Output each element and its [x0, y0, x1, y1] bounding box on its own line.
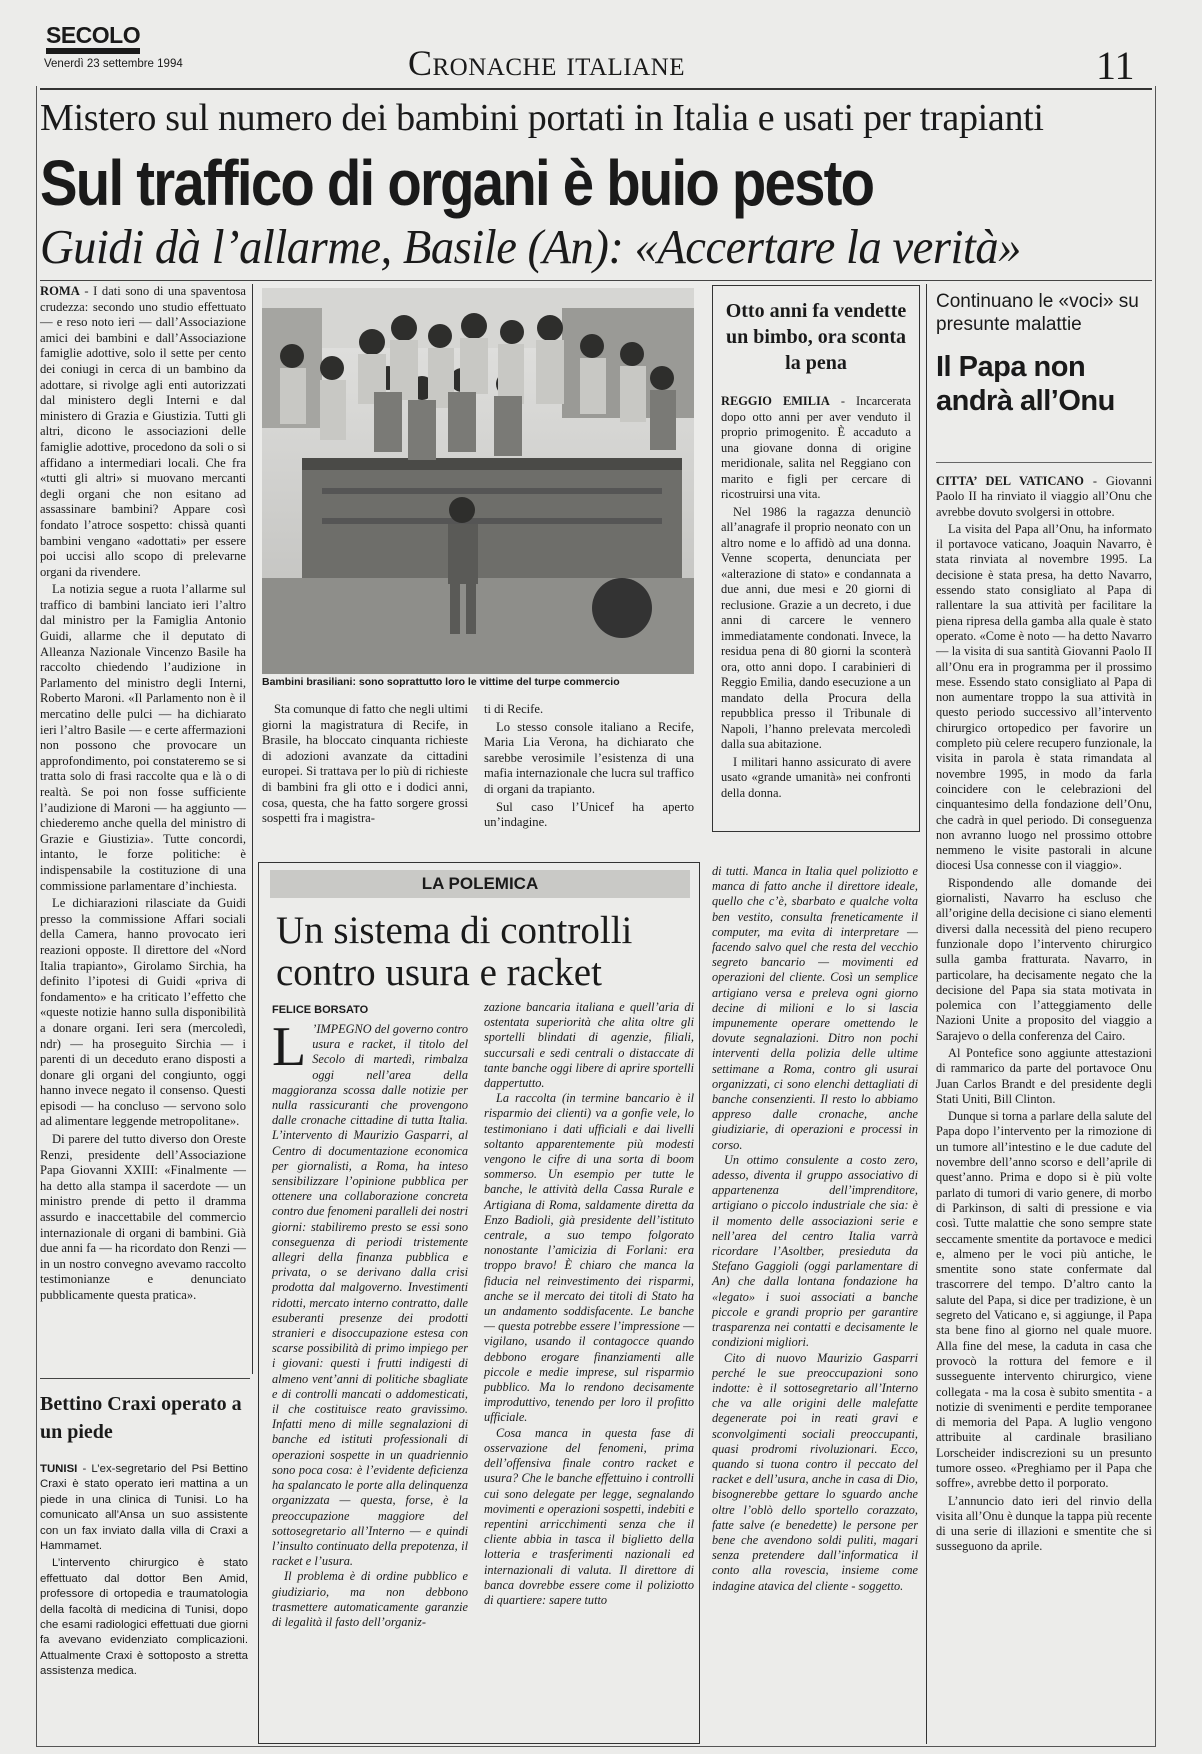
newspaper-masthead: SECOLO	[46, 22, 141, 48]
article-paragraph: zazione bancaria italiana e quell’aria di ostentata superiorità che alita oltre gli sportelli blindati di agenzie, filiali, succursali e sedi centrali o distaccate di tante banche oggi libere di aprire sportelli dappertutto.	[484, 1000, 694, 1091]
article-paragraph: La notizia segue a ruota l’allarme sul traffico di bambini lanciato ieri l’altro dal ministro per la Famiglia Antonio Guidi, allarme che il deputato di Alleanza Nazionale Vincenzo Basile ha raccolto chiedendo l’audizione in Parlamento del ministro degli Interni, Roberto Maroni. «Il Parlamento non è il mercatino delle pulci — ha dichiarato ieri l’altro Basile — e certe affermazioni non possono che provocare un approfondimento, poi constateremo se si tratta solo di frasi raccolte qua e là o di realtà. Se poi non fosse sufficiente l’audizione di Maroni — ha aggiunto — chiederemo anche quella del ministro di Grazie e Giustizia». Tutte concordi, intanto, le forze politiche: è indispensabile la costituzione di una commissione parlamentare d’inchiesta.	[40, 582, 246, 893]
dateline-city: CITTA’ DEL VATICANO	[936, 474, 1084, 488]
article-paragraph: di tutti. Manca in Italia quel poliziotto e manca di fatto anche il direttore ideale, quello che c’è, sbarbato e qualche volta ben vestito, consulta freneticamente il computer, ma evita di interpretare — facendo salvo quel che resta del vecchio segreto bancario — movimenti ed operazioni del cliente. Così un semplice artigiano versa e preleva ogni giorno decine di milioni e lo si lascia impunemente operare omettendo le dovute segnalazioni. Ditro non pochi interventi della polizia delle ultime settimane a Roma, contro gli usurai organizzati, ci sono elenchi dettagliati di banche consenzienti. Il resto lo abbiamo appreso dalle cronache, anche giudiziarie, di operazioni e processi in corso.	[712, 864, 918, 1152]
article-paragraph: - Incarcerata dopo otto anni per aver venduto il proprio primogenito. È accaduto a una giovane donna di origine meridionale, salita nel Reggiano con marito e figli per cercare di ricostruirsi una vita.	[721, 394, 911, 501]
pope-rule	[936, 462, 1152, 463]
craxi-headline: Bettino Craxi operato a un piede	[40, 1393, 242, 1443]
main-subheadline: Guidi dà l’allarme, Basile (An): «Accertare la verità»	[40, 219, 1021, 274]
section-title: Cronache italiane	[408, 43, 685, 83]
article-paragraph: I militari hanno assicurato di avere usato «grande umanità» nei confronti della donna.	[721, 754, 911, 800]
craxi-article-body	[40, 1462, 248, 1682]
polemica-column-1	[272, 1016, 468, 1630]
article-paragraph: Dunque si torna a parlare della salute del Papa dopo l’intervento per la rimozione di un tumore all’intestino e le due cadute del novembre dell’anno scorso e dell’aprile di quest’anno. Prima e dopo si è più volte parlato di tumori di vario genere, di morbo di Parkinson, di salti di pressione e via così. Tutte malattie che sono sempre state seccamente smentite da portavoce e medici e, almeno per le voci più antiche, le smentite sono state confermate dal trascorrere del tempo. D’altro canto la salute del Papa, si dice per tradizione, è un segreto del Vaticano e, si aggiunge, il Papa sta bene fino al giorno nel quale muore. Alla fine del mese, la caduta in casa che provocò la rottura del femore e il susseguente intervento chirurgico, viene collegata - ma la cosa è subito smentita - a notizie di svenimenti e perdite temporanee di memoria del Papa. A luglio vengono attribuite al cardinale brasiliano Lorscheider indiscrezioni su un presunto tumore osseo. «Preghiamo per il Papa che soffre», avrebbe detto il porporato.	[936, 1109, 1152, 1491]
article-paragraph: ti di Recife.	[484, 702, 544, 716]
article-paragraph: Rispondendo alle domande dei giornalisti, Navarro ha escluso che all’origine della decisione ci siano elementi diversi dalla necessità del pieno recupero funzionale dopo l’intervento chirurgico sulla gamba fratturata. Navarro, in particolare, ha decisamente negato che la decisione del Papa sia stata motivata in polemica con l’atteggiamento delle Nazioni Unite a proposito del viaggio a Sarajevo o della conferenza del Cairo.	[936, 875, 1152, 1043]
column-divider	[926, 284, 927, 1744]
article-paragraph: Di parere del tutto diverso don Oreste Renzi, presidente dell’Associazione Papa Giovanni XXIII: «Finalmente — ha detto alla stampa il sacerdote — un ministro prende di petto il dramma assurdo e inaccettabile del commercio internazionale di organi di bambini. Già due anni fa — ha ricordato don Renzi — in un nostro convegno avevamo raccolto testimonianze e denunciato pubblicamente questa pratica».	[40, 1132, 246, 1302]
polemica-column-3	[712, 864, 918, 1594]
mother-article-body	[721, 394, 911, 801]
main-overline: Mistero sul numero dei bambini portati in Italia e usati per trapianti	[40, 97, 1044, 139]
article-paragraph: Al Pontefice sono aggiunte attestazioni di rammarico da parte del portavoce Onu Juan Carlos Brandt e del presidente degli Stati Uniti, Bill Clinton.	[936, 1045, 1152, 1106]
pope-kicker: Continuano le «voci» su presunte malattie	[936, 291, 1139, 335]
article-paragraph: Un ottimo consulente a costo zero, adesso, diventa il gruppo associativo di appartenenza dell’imprenditore, artigiano o piccolo industriale che sia: è il momento delle associazioni serie e nell’area del centro Italia varrà ricordare l’Asoltber, presieduta da Stefano Gaggioli (oggi parlamentare di An) che dalla lontana fondazione ha «legato» i suoi associati a banche piccole e grandi proprio per garantire trasparenza nei contatti e decisamente le condizioni migliori.	[712, 1152, 918, 1350]
article-paragraph: Sul caso l’Unicef ha aperto un’indagine.	[484, 799, 694, 830]
polemica-tag: LA POLEMICA	[270, 870, 690, 898]
article-paragraph: L’annuncio dato ieri del rinvio della visita all’Onu è dunque la tappa più recente di una serie di illazioni e smentite che si susseguono da aprile.	[936, 1493, 1152, 1554]
article-paragraph: Cosa manca in questa fase di osservazione del fenomeni, prima dell’offensiva finale contro racket e usura? Che le banche effettuino i controlli cui sono delegate per legge, segnalando movimenti e operazioni sospetti, indebiti e repentini arricchimenti senza che il cliente abbia in tasca il biglietto della lotteria e trasferimenti nazionali ed internazionali di valuta. Il direttore di banca dovrebbe essere come il poliziotto di quartiere: sapere tutto	[484, 1425, 694, 1607]
dateline-city: ROMA	[40, 284, 80, 298]
article-paragraph: La visita del Papa all’Onu, ha informato il portavoce vaticano, Joaquin Navarro, è stata rinviata al novembre 1995. La decisione è stata presa, ha detto Navarro, essendo stato consigliato al Papa di rallentare la sua attività per facilitare la piena ripresa della gamba alla quale è stato operato. «Come è noto — ha detto Navarro — la visita di sua santità Giovanni Paolo II all’Onu era in programma per il prossimo mese. Essendo stato consigliato al Papa di non aumentare troppo la sua attività in questo periodo successivo all’intervento chirurgico ortopedico per favorire un completo più celere recupero funzionale, la visita in parola è stata rimandata al novembre 1995, in modo da farla coincidere con le celebrazioni del cinquantesimo della fondazione dell’Onu, che cadrà in quel periodo. Di conseguenza non avranno luogo nel prossimo ottobre nemmeno le visite pastorali in alcune diocesi Usa connesse con il viaggio».	[936, 521, 1152, 873]
pope-headline: Il Papa non andrà all’Onu	[936, 351, 1115, 417]
dateline-city: TUNISI	[40, 1463, 78, 1475]
article-paragraph: - Giovanni Paolo II ha rinviato il viaggio all’Onu che avrebbe dovuto svolgersi in ottobre.	[936, 474, 1153, 519]
children-photo	[262, 288, 694, 674]
craxi-rule	[40, 1378, 250, 1379]
drop-cap: L	[272, 1016, 307, 1078]
main-headline: Sul traffico di organi è buio pesto	[40, 147, 874, 219]
page-number: 11	[1096, 43, 1135, 88]
main-article-column-3	[484, 702, 694, 833]
column-divider	[252, 284, 253, 1374]
polemica-headline: Un sistema di controlli contro usura e racket	[276, 909, 633, 994]
headline-rule	[40, 280, 1152, 281]
mother-sidebar-box	[712, 285, 920, 832]
main-article-column-2	[262, 702, 468, 829]
photo-caption: Bambini brasiliani: sono soprattutto loro le vittime del turpe commercio	[262, 676, 620, 688]
issue-date: Venerdì 23 settembre 1994	[44, 58, 183, 70]
article-paragraph: - I dati sono di una spaventosa crudezza: secondo uno studio effettuato — e reso noto ieri — dall’Associazione amici dei bambini e dall’Associazione famiglie adottive, solo il sette per cento dei coniugi in cerca di un bambino da adottare, si rivolge agli enti autorizzati dal ministero degli Interni e dal ministero di Grazia e Giustizia. Tutti gli altri, dicono le associazioni delle famiglie adottive, procedono da soli o si affidano a intermediari locali. Che fra «tutti gli altri» si muovano mercanti degli organi che non esitano ad assassinare bambini? Appare così fondato l’atroce sospetto: chissà quanti bambini vengano «adottati» per essere poi uccisi allo scopo di prelevarne organi da rivendere.	[40, 284, 246, 579]
article-paragraph: Cito di nuovo Maurizio Gasparri perché le sue preoccupazioni sono indotte: è il sottosegretario all’Interno che va alle origini delle malefatte degenerate poi in reati gravi e sconvolgimenti sociali preoccupanti, quasi prodromi rivoluzionari. Ecco, quando si tuona contro il peccato del racket e dell’usura, anche in casa di Dio, bisognerebbe gettare lo sguardo anche oltre l’oblò dello sportello corazzato, fatte salve (e benedette) le persone per bene che avendono soldi puliti, magari senza pretendere dall’informatica il conto alla rovescia, insieme come indagine atavica del cliente - soggetto.	[712, 1350, 918, 1593]
pope-article-body	[936, 474, 1152, 1557]
polemica-column-2	[484, 1000, 694, 1608]
article-paragraph: Il problema è di ordine pubblico e giudiziario, ma non debbono trasmettere automaticamente garanzie di legalità il fasto dell’organiz-	[272, 1569, 468, 1629]
article-paragraph: Sta comunque di fatto che negli ultimi giorni la magistratura di Recife, in Brasile, ha bloccato cinquanta richieste di adozioni avanzate da cittadini europei. Si trattava per lo più di richieste di bambini fra gli otto e i dodici anni, cosa, questa, che ha fatto sorgere grossi sospetti fra i magistra-	[262, 702, 468, 826]
article-paragraph: ’IMPEGNO del governo contro usura e racket, il titolo del Secolo di martedì, rimbalza oggi nell’area della maggioranza scossa dalle notizie per nulla rassicuranti che provengono dalle cronache cittadine di tutta Italia. L’intervento di Maurizio Gasparri, al Centro di documentazione economica per giornalisti, a Roma, ha inteso sensibilizzare l’opinione pubblica per ottenere una collaborazione concreta contro due fenomeni paralleli dei nostri giorni: stabiliremo presto se essi sono conseguenza di periodi tristemente allegri della finanza pubblica e privata, o se derivano dalla crisi prodotta dal malgoverno. Investimenti ridotti, mercato interno contratto, dalle esuberanti presenze dei prodotti stranieri e disoccupazione estesa con scarse possibilità di primo impiego per i giovani: questi i frutti indigesti di almeno vent’anni di politiche sbagliate e di controlli mancati o addomesticati, il che costituisce reato gravissimo. Infatti meno di mille segnalazioni di banche ed istituti professionali di operazioni sospette in un quadriennio sono poca cosa: è l’evidente deficienza ha spalancato le porte alla delinquenza organizzata — questa, forse, è la preoccupazione maggiore del sottosegretario all’Interno — e quindi l’insulto continuato della prepotenza, il racket e l’usura.	[272, 1022, 468, 1569]
article-paragraph: Lo stesso console italiano a Recife, Maria Lia Verona, ha dichiarato che sarebbe verosimile l’esistenza di una mafia internazionale che lucra sul traffico di organi da trapianto.	[484, 719, 694, 796]
byline: FELICE BORSATO	[272, 1004, 369, 1016]
mother-headline: Otto anni fa vendette un bimbo, ora sconta la pena	[725, 300, 907, 374]
masthead-bar	[46, 48, 140, 54]
article-paragraph: Nel 1986 la ragazza denunciò all’anagrafe il proprio neonato con un altro nome e lo affidò ad una donna. Venne scoperta, denunciata per «alterazione di stato» e condannata a due anni, due mesi e 20 giorni di reclusione. Grazie a un decreto, i due anni di carcere le vennero immediatamente condonati. Invece, la residua pena di 80 giorni la sconterà ora, otto anni dopo. I carabinieri di Reggio Emilia, dando esecuzione a un mandato della Procura della repubblica presso il Tribunale di Napoli, l’hanno prelevata mercoledì dalla sua abitazione.	[721, 504, 911, 751]
article-paragraph: L’intervento chirurgico è stato effettuato dal dottor Ben Amid, professore di ortopedia e traumatologia della facoltà di medicina di Tunisi, dopo che esami radiologici effettuati due giorni fa avevano evidenziato complicazioni. Attualmente Craxi è sottoposto a stretta assistenza medica.	[40, 1557, 248, 1678]
article-paragraph: - L’ex-segretario del Psi Bettino Craxi è stato operato ieri mattina a un piede in una clinica di Tunisi. Lo ha comunicato all’Ansa un suo assistente con un fax inviato dalla villa di Craxi a Hammamet.	[40, 1463, 248, 1553]
dateline-city: REGGIO EMILIA	[721, 394, 830, 408]
article-paragraph: La raccolta (in termine bancario è il risparmio dei clienti) va a gonfie vele, lo testimoniano i dati ufficiali e dai livelli soltanto apparentemente più modesti vengono le cifre di una sorta di boom sommerso. Un esempio per tutte le banche, le attività della Cassa Rurale e Artigiana di Roma, saldamente diretta da Enzo Badioli, già presidente dell’istituto centrale, a suo tempo folgorato nonostante l’amicizia di Forlani: era troppo bravo! È chiaro che manca la fiducia nel reinvestimento dei risparmi, anche se il mercato dei titoli di Stato ha un andamento soddisfacente. Le banche — questa potrebbe essere l’impressione — vigilano, usando il contagocce quando debbono erogare finanziamenti alle piccole e medie imprese, sul risparmio pubblico. Ma lo rendono decisamente improduttivo, tenendo per loro il profitto ufficiale.	[484, 1091, 694, 1425]
main-article-column-1	[40, 284, 246, 1306]
article-paragraph: Le dichiarazioni rilasciate da Guidi presso la commissione Affari sociali della Camera, hanno provocato ieri reazioni opposte. Il direttore del «Nord Italia trapianto», Girolamo Sirchia, ha definito l’ipotesi di Guidi «priva di fondamento» e ha criticato l’effetto che «queste notizie hanno sulla disponibilità a donare organi. Ieri sera (mercoledì, ndr) — ha proseguito Sirchia — i parenti di un deceduto erano disposti a donare gli organi del congiunto, oggi hanno invece negato il consenso. Questi episodi — ha concluso — servono solo ad alimentare leggende metropolitane».	[40, 896, 246, 1129]
